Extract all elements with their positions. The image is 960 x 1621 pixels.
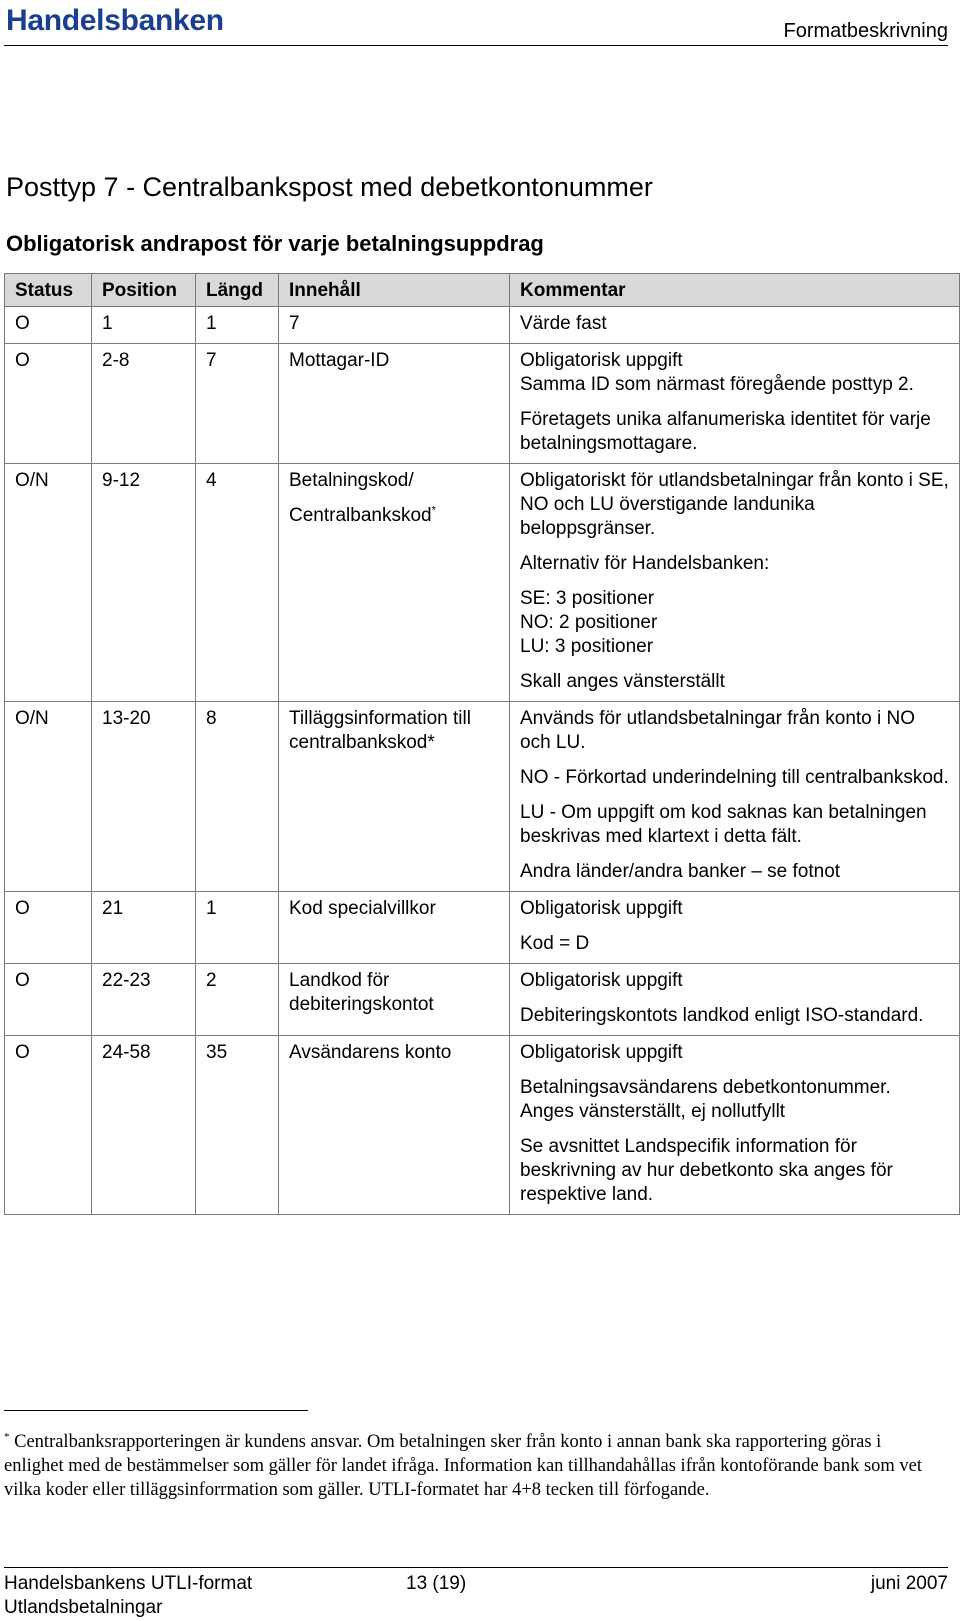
content-text: Kod specialvillkor <box>289 898 436 919</box>
handelsbanken-logo: Handelsbanken <box>6 4 224 37</box>
comment-paragraph <box>520 801 949 849</box>
cell-comment <box>510 344 960 464</box>
comment-paragraph <box>520 552 949 576</box>
table-header-row <box>5 274 960 307</box>
cell-position: 13-20 <box>92 702 196 892</box>
footnote-mark: * <box>4 1430 10 1443</box>
comment-text: Obligatorisk uppgift Samma ID som närmast föregående posttyp 2. <box>520 350 914 395</box>
cell-comment <box>510 964 960 1036</box>
cell-position: 21 <box>92 892 196 964</box>
cell-content <box>279 1036 510 1215</box>
cell-comment <box>510 702 960 892</box>
table-row <box>5 702 960 892</box>
comment-text: SE: 3 positioner NO: 2 positioner LU: 3 positioner <box>520 588 658 657</box>
cell-position: 22-23 <box>92 964 196 1036</box>
cell-comment <box>510 892 960 964</box>
footer-left <box>4 1572 252 1620</box>
comment-text: Andra länder/andra banker – se fotnot <box>520 861 841 882</box>
comment-paragraph <box>520 1004 949 1028</box>
table-row <box>5 964 960 1036</box>
page-subtitle: Obligatorisk andrapost för varje betalningsuppdrag <box>6 231 544 256</box>
table-row <box>5 344 960 464</box>
content-text: Avsändarens konto <box>289 1042 452 1063</box>
cell-position: 9-12 <box>92 464 196 702</box>
cell-content <box>279 344 510 464</box>
cell-comment <box>510 464 960 702</box>
comment-paragraph <box>520 469 949 541</box>
footnote-text: Centralbanksrapporteringen är kundens ansvar. Om betalningen sker från konto i annan bank ska rapportering göras i enlighet med de bestämmelser som gäller för landet ifråga. Information kan tillhandahållas ifrån kontoförande bank som vet vilka koder eller tilläggsinforrmation som gäller. UTLI-formatet har 4+8 tecken till förfogande. <box>4 1432 923 1500</box>
cell-position: 1 <box>92 307 196 344</box>
cell-content <box>279 307 510 344</box>
header-length: Längd <box>196 274 279 307</box>
cell-comment <box>510 1036 960 1215</box>
content-text: Centralbankskod <box>289 505 432 526</box>
content-paragraph <box>289 969 499 1017</box>
header-position: Position <box>92 274 196 307</box>
footnote-divider <box>4 1410 308 1411</box>
comment-paragraph <box>520 587 949 659</box>
comment-paragraph <box>520 670 949 694</box>
comment-text: Används för utlandsbetalningar från konto i NO och LU. <box>520 708 916 753</box>
document-type: Formatbeskrivning <box>783 20 948 42</box>
cell-content <box>279 702 510 892</box>
content-text: Landkod för debiteringskontot <box>289 970 434 1015</box>
comment-paragraph <box>520 766 949 790</box>
content-paragraph <box>289 1041 499 1065</box>
comment-paragraph <box>520 707 949 755</box>
cell-length: 8 <box>196 702 279 892</box>
cell-length: 2 <box>196 964 279 1036</box>
table-row <box>5 464 960 702</box>
content-text: 7 <box>289 313 300 334</box>
cell-comment <box>510 307 960 344</box>
comment-paragraph <box>520 408 949 456</box>
cell-content <box>279 464 510 702</box>
comment-text: Se avsnittet Landspecifik information för beskrivning av hur debetkonto ska anges för respektive land. <box>520 1136 893 1205</box>
cell-length: 35 <box>196 1036 279 1215</box>
cell-position: 24-58 <box>92 1036 196 1215</box>
comment-text: Kod = D <box>520 933 590 954</box>
footer-doc-name: Handelsbankens UTLI-format <box>4 1573 253 1594</box>
cell-status: O <box>5 344 92 464</box>
table-row <box>5 1036 960 1215</box>
content-paragraph <box>289 707 499 755</box>
content-paragraph <box>289 897 499 921</box>
content-paragraph <box>289 469 499 493</box>
comment-text: Obligatorisk uppgift <box>520 898 683 919</box>
content-text: Mottagar-ID <box>289 350 390 371</box>
comment-text: Obligatorisk uppgift <box>520 970 683 991</box>
cell-status: O <box>5 1036 92 1215</box>
cell-status: O <box>5 307 92 344</box>
page-number: 13 (19) <box>406 1573 467 1594</box>
cell-status: O/N <box>5 702 92 892</box>
comment-text: Värde fast <box>520 313 607 334</box>
header-status: Status <box>5 274 92 307</box>
comment-text: Företagets unika alfanumeriska identitet för varje betalningsmottagare. <box>520 409 931 454</box>
header-content: Innehåll <box>279 274 510 307</box>
cell-position: 2-8 <box>92 344 196 464</box>
comment-text: Betalningsavsändarens debetkontonummer. Anges vänsterställt, ej nollutfyllt <box>520 1077 891 1122</box>
cell-status: O <box>5 892 92 964</box>
cell-content <box>279 892 510 964</box>
comment-text: Skall anges vänsterställt <box>520 671 725 692</box>
comment-paragraph <box>520 349 949 397</box>
cell-length: 1 <box>196 307 279 344</box>
comment-text: Obligatorisk uppgift <box>520 1042 683 1063</box>
cell-length: 4 <box>196 464 279 702</box>
comment-paragraph <box>520 1135 949 1207</box>
comment-text: LU - Om uppgift om kod saknas kan betalningen beskrivas med klartext i detta fält. <box>520 802 927 847</box>
cell-length: 7 <box>196 344 279 464</box>
record-spec-table <box>4 273 960 1215</box>
header-comment: Kommentar <box>510 274 960 307</box>
comment-text: NO - Förkortad underindelning till centralbankskod. <box>520 767 949 788</box>
cell-content <box>279 964 510 1036</box>
comment-paragraph <box>520 860 949 884</box>
comment-paragraph <box>520 312 949 336</box>
comment-paragraph <box>520 1041 949 1065</box>
comment-text: Obligatoriskt för utlandsbetalningar från konto i SE, NO och LU överstigande landunika beloppsgränser. <box>520 470 949 539</box>
footnote <box>4 1430 944 1502</box>
content-paragraph <box>289 504 499 528</box>
content-paragraph <box>289 312 499 336</box>
comment-paragraph <box>520 897 949 921</box>
header-divider <box>4 45 948 46</box>
comment-text: Alternativ för Handelsbanken: <box>520 553 770 574</box>
comment-text: Debiteringskontots landkod enligt ISO-standard. <box>520 1005 924 1026</box>
page-title: Posttyp 7 - Centralbankspost med debetkontonummer <box>6 172 653 202</box>
comment-paragraph <box>520 1076 949 1124</box>
comment-paragraph <box>520 969 949 993</box>
comment-paragraph <box>520 932 949 956</box>
footer-divider <box>4 1567 948 1568</box>
footnote-reference: * <box>431 504 436 517</box>
footer-section: Utlandsbetalningar <box>4 1597 163 1618</box>
footer-date: juni 2007 <box>870 1573 948 1594</box>
cell-length: 1 <box>196 892 279 964</box>
table-row <box>5 307 960 344</box>
content-text: Betalningskod/ <box>289 470 414 491</box>
cell-status: O <box>5 964 92 1036</box>
cell-status: O/N <box>5 464 92 702</box>
table-row <box>5 892 960 964</box>
content-paragraph <box>289 349 499 373</box>
content-text: Tilläggsinformation till centralbankskod* <box>289 708 471 753</box>
